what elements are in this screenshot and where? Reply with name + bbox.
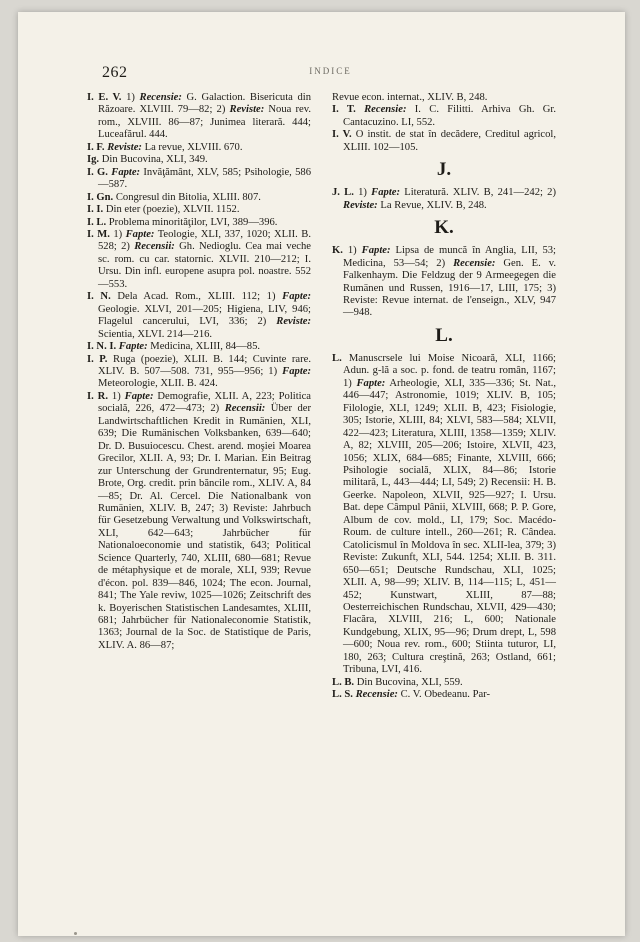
- scan-speck: [74, 932, 77, 935]
- index-entry: [87, 291, 311, 341]
- entry-heading: I. Gn.: [87, 191, 114, 203]
- entry-heading: I. E. V.: [87, 92, 122, 103]
- entry-heading: L. S.: [332, 689, 353, 701]
- entry-text: Ruga (poezie), XLII. B. 144; Cuvinte rare. XLIV. B. 507—508. 731, 955—956; 1): [98, 353, 311, 377]
- index-entry: [332, 245, 556, 320]
- entry-text: La revue, XLVIII. 670.: [141, 141, 243, 153]
- entry-text: Scientia, XLVI. 214—216.: [98, 328, 213, 340]
- entry-text: Congresul din Bitolia, XLIII. 807.: [113, 191, 261, 203]
- index-entry: [332, 677, 556, 689]
- entry-text: Literatură. XLIV. B, 241—242; 2): [400, 187, 556, 199]
- section-letter-k: K.: [434, 217, 454, 239]
- index-entry: [87, 154, 311, 166]
- entry-label: Fapte:: [118, 341, 148, 353]
- index-entry: [87, 167, 311, 192]
- index-entry: [332, 104, 556, 129]
- entry-text: Demografie, XLII. A, 223; Politica socială, 226, 472—473; 2): [98, 390, 312, 415]
- entry-text: Teologie, XLI, 337, 1020; XLII. B. 528; 2): [98, 228, 311, 253]
- entry-text: Problema minorităţilor, LVI, 389—396.: [106, 216, 278, 228]
- entry-text: 1): [107, 390, 125, 402]
- index-entry: [332, 129, 556, 154]
- index-entry: [332, 92, 556, 104]
- page-number: 262: [102, 64, 128, 81]
- index-entry: [87, 229, 311, 291]
- entry-text: La Revue, XLIV. B, 248.: [377, 199, 487, 211]
- entry-text: Gen. E. v. Falkenhaym. Die Feldzug der 9 Armeegegen die Rumänen und Russen, 1916—17, LIII, 175; 3) Reviste: Revue internat. de l'enseign., XLV, 947—948.: [343, 257, 556, 319]
- entry-heading: I. T.: [332, 104, 356, 116]
- index-entry: [87, 217, 311, 229]
- entry-text: 1): [121, 92, 140, 103]
- entry-label: Fapte:: [361, 245, 391, 257]
- index-entry: [87, 142, 311, 154]
- entry-label: Recensie:: [139, 92, 182, 103]
- entry-text: Arheologie, XLI, 335—336; St. Nat., 446—447; Astronomie, 1019; XLIV. B, 105; Filologie, XLI, 1249; XLII. B, 423; Fisiologie, 305; Istorie, XLIII, 84; XLVI, 583—584; XLVII, 422—423; Literatura, XLIII, 1358—1359; XLIV. A, 82; XLVIII, 205—206; Istoire, XLVII, 423, 1056; XLIX, 684—685; Finante, XLVIII, 666; Psihologie socială, XLIX, 84—86; Istorie militară, L, 443—444; LI, 549; 2) Recensii: H. B. Geerke. Napoleon, XLVII, 925—927; I. Ursu. Bat. depe Câmpul Pânii, XLVIII, 668; P. P. Gore, Album de cov. mold., LI, 179; Soc. Macédo-Roum. de culture intell., 260—261; R. Cândea. Catolicismul în Moldova în sec. XLII-lea, 379; 3) Reviste: Zukunft, XLI, 544. 1254; XLII. B. 311. 650—651; Deutsche Rundschau, XLI, 1025; XLII. A, 98—99; XLIV. B, 114—115; L, 451—452; Kunstwart, XLIII, 87—88; Oesterreichischen Rundschau, XLVII, 429—430; Flacăra, XLVIII, 216; L, 600; Nationale Kundgebung, XLIX, 95—96; Drum drept, L, 598—600; Noua rev. rom., 600; Stiinta tuturor, LI, 180, 263; Cultura creştină, 263; Ostland, 661; Tribuna, LVI, 416.: [343, 377, 556, 676]
- entry-label: Reviste:: [107, 141, 142, 153]
- entry-heading: I. N.: [87, 291, 111, 303]
- entry-label: Fapte:: [282, 291, 311, 303]
- entry-label: Recensie:: [453, 257, 496, 269]
- index-entry: [87, 341, 311, 353]
- entry-heading: L.: [332, 352, 342, 364]
- entry-text: Gh. Nedioglu. Cea mai veche sc. rom. cu car. statornic. XLVII. 210—212; I. Ursu. Din infl. europene asupra pol. noastre. 552—553.: [98, 241, 311, 290]
- entry-label: Reviste:: [276, 316, 311, 328]
- entry-text: Geologie. XLVI, 201—205; Higiena, LIV, 946; Flagelul cancerului, LVI, 336; 2): [98, 303, 311, 328]
- entry-heading: I. R.: [87, 390, 108, 402]
- entry-heading: I. M.: [87, 228, 110, 240]
- entry-text: 1): [353, 187, 372, 199]
- entry-heading: I. P.: [87, 353, 108, 365]
- entry-heading: I. F.: [87, 141, 105, 153]
- running-head: INDICE: [309, 66, 352, 76]
- entry-text: Medicina, XLIII, 84—85.: [147, 341, 261, 353]
- index-entry: [332, 353, 556, 677]
- entry-text: 1): [109, 228, 126, 240]
- entry-label: Fapte:: [111, 166, 141, 178]
- section-letter-l: L.: [435, 324, 453, 346]
- entry-text: C. V. Obedeanu. Par-: [397, 689, 491, 701]
- entry-label: Reviste:: [343, 199, 378, 211]
- index-entry: [87, 354, 311, 391]
- entry-label: Recensii:: [134, 241, 175, 253]
- entry-heading: I. I.: [87, 204, 104, 216]
- entry-text: Revue econ. internat., XLIV. B, 248.: [332, 92, 488, 103]
- entry-heading: I. N. I.: [87, 341, 117, 353]
- entry-text: Din eter (poezie), XLVII. 1152.: [103, 204, 240, 216]
- entry-text: G. Galaction. Bisericuta din Răzoare. XLVIII. 79—82; 2): [98, 92, 311, 116]
- section-letter-j: J.: [436, 159, 452, 181]
- index-entry: [87, 391, 311, 653]
- entry-text: Manuscrsele lui Moise Nicoară, XLI, 1166; Adun. g-lă a soc. p. fond. de teatru român, 1167; 1): [341, 352, 556, 389]
- entry-heading: L. B.: [332, 676, 355, 688]
- entry-label: Fapte:: [282, 365, 311, 377]
- entry-heading: J. L.: [332, 187, 354, 199]
- index-entry: [87, 192, 311, 204]
- entry-text: O instit. de stat în decădere, Creditul agricol, XLIII. 102—105.: [343, 129, 556, 153]
- page-header: [102, 64, 559, 84]
- entry-text: Über der Landwirtschaftlichen Kredit in Rumänien, XLI, 639; Die Rumänischen Volksbanken, 639—640; Dr. D. Busuiocescu. Chest. arend. moşiei Moarea Grecilor, XLII. A, 93; Dr. I. Marian. Ein Beitrag zur Unterschung der Grundrenternatur, 95; Eug. Brote, Org. credit. prin băncile rom., XLIV. A, 84—85; Dr. Al. Cercel. Die Nationalbank von Rumänien, XLIV. B, 247; 3) Reviste: Jahrbuch für Gesetzebung Verwaltung und Volkswirtschaft, XLI, 642—643; Jahrbücher für Nationaloeconomie und statistik, 643; Political Science Quarterly, 740, XLIII, 680—681; Revue de métaphysique et de morale, XLI, 939; Revue d'écon. pol. 839—846, 1024; The econ. Journal, 841; The Yale reviw, 1025—1026; Zeitschrift des k. Boyerischen Statistischen Landesamtes, XLIII, 681; Jahrbücher für Nationaleconomie Statistik, 1363; Journal de la Soc. de Statistique de Paris, XLIV. A. 86—87;: [98, 403, 311, 651]
- entry-text: Din Bucovina, XLI, 349.: [99, 154, 208, 166]
- entry-label: Fapte:: [125, 228, 155, 240]
- left-column: [87, 92, 311, 652]
- entry-text: I. C. Filitti. Arhiva Gh. Gr. Cantacuzino. LI, 552.: [343, 104, 557, 128]
- entry-label: Recensie:: [364, 104, 407, 116]
- right-column: [332, 92, 556, 702]
- entry-label: Fapte:: [356, 377, 386, 389]
- index-entry: [332, 187, 556, 212]
- entry-text: Lipsa de muncă în Anglia, LII, 53; Medicina, 53—54; 2): [343, 245, 556, 269]
- index-entry: [87, 204, 311, 216]
- entry-heading: I. L.: [87, 216, 107, 228]
- entry-text: Invăţământ, XLV, 585; Psihologie, 586—587.: [98, 166, 312, 191]
- entry-text: Dela Acad. Rom., XLIII. 112; 1): [110, 291, 283, 303]
- entry-label: Recensie:: [355, 689, 398, 701]
- entry-heading: Ig.: [87, 154, 100, 166]
- index-entry: [332, 689, 556, 701]
- entry-heading: K.: [332, 245, 343, 257]
- entry-heading: I. G.: [87, 166, 108, 178]
- index-entry: [87, 92, 311, 142]
- entry-text: Din Bucovina, XLI, 559.: [354, 676, 463, 688]
- entry-text: Meteorologie, XLII. B. 424.: [98, 378, 218, 390]
- entry-text: [356, 104, 364, 115]
- entry-text: 1): [342, 245, 362, 257]
- entry-text: Noua rev. rom., XLVIII. 86—87; Junimea literară. 444; Luceafărul. 444.: [98, 104, 311, 141]
- entry-label: Reviste:: [229, 104, 265, 116]
- entry-label: Fapte:: [371, 187, 401, 199]
- entry-label: Recensii:: [224, 403, 266, 415]
- entry-heading: I. V.: [332, 129, 352, 141]
- entry-label: Fapte:: [124, 390, 154, 402]
